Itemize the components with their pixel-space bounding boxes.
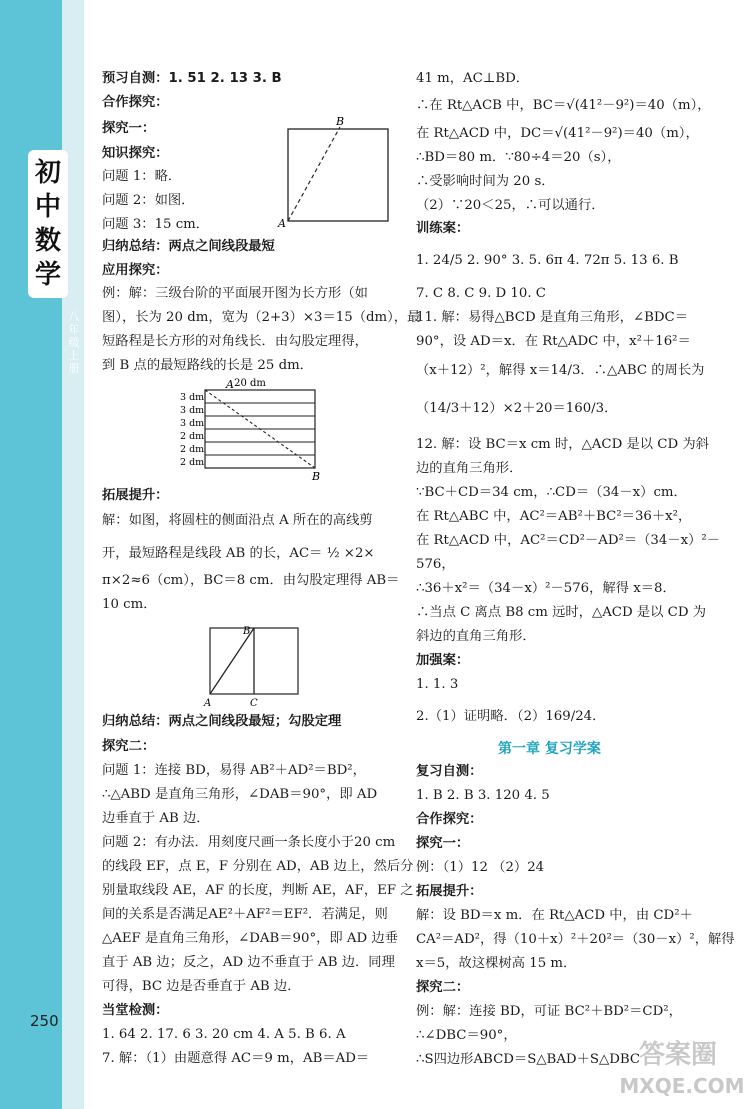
text-line: 解：设 BD＝x m．在 Rt△ACD 中，由 CD²＋ bbox=[416, 908, 693, 923]
section-heading: 加强案： bbox=[416, 653, 470, 668]
text-line: ∴36＋x²＝（34－x）²－576，解得 x＝8． bbox=[416, 581, 676, 596]
text-line: ∴S四边形ABCD＝S△BAD＋S△DBC bbox=[416, 1052, 641, 1067]
text-line: 间的关系是否满足AE²＋AF²＝EF²．若满足，则 bbox=[102, 907, 388, 922]
page-number: 250 bbox=[30, 1012, 59, 1030]
summary-line: 归纳总结：两点之间线段最短 bbox=[102, 239, 275, 254]
text-line: 11. 解：易得△BCD 是直角三角形，∠BDC＝ bbox=[416, 310, 688, 325]
answer-line: 1. 64 2. 17. 6 3. 20 cm 4. A 5. B 6. A bbox=[102, 1027, 346, 1042]
label-a: A bbox=[278, 217, 286, 230]
text-line: 可得，BC 边是否垂直于 AB 边． bbox=[102, 979, 301, 994]
text-line: 12. 解：设 BC＝x cm 时，△ACD 是以 CD 为斜 bbox=[416, 437, 709, 452]
row-label: 3 dm bbox=[180, 405, 205, 416]
answer-line: 1. 24/5 2. 90° 3. 5. 6π 4. 72π 5. 13 6. B bbox=[416, 253, 679, 268]
answer-line: 7. C 8. C 9. D 10. C bbox=[416, 286, 546, 301]
label-c: C bbox=[250, 698, 258, 709]
summary-line: 归纳总结：两点之间线段最短；勾股定理 bbox=[102, 714, 342, 729]
text-line: 短路程是长方形的对角线长．由勾股定理得， bbox=[102, 334, 368, 349]
text-line: ∴受影响时间为 20 s． bbox=[416, 174, 555, 189]
section-heading: 探究二： bbox=[416, 980, 470, 995]
text-line: ∴当点 C 离点 B8 cm 远时，△ACD 是以 CD 为 bbox=[416, 605, 707, 620]
text-line: 在 Rt△ABC 中，AC²＝AB²＋BC²＝36＋x²， bbox=[416, 509, 692, 524]
section-heading: 应用探究： bbox=[102, 263, 169, 278]
section-heading: 拓展提升： bbox=[416, 884, 483, 899]
section-heading: 知识探究： bbox=[102, 146, 169, 161]
text-line: ∴BD＝80 m．∵80÷4＝20（s）， bbox=[416, 150, 621, 165]
section-heading: 当堂检测： bbox=[102, 1003, 169, 1018]
answer-line: 1. B 2. B 3. 120 4. 5 bbox=[416, 788, 550, 803]
row-label: 3 dm bbox=[180, 392, 205, 403]
section-heading: 复习自测： bbox=[416, 764, 483, 779]
text-line: 别量取线段 AE，AF 的长度，判断 AE，AF，EF 之 bbox=[102, 883, 414, 898]
row-label: 2 dm bbox=[180, 457, 205, 468]
section-heading: 探究一： bbox=[416, 836, 470, 851]
book-title: 初中数学 bbox=[28, 150, 68, 298]
section-heading: 合作探究： bbox=[416, 812, 483, 827]
text-line: ∴∠DBC＝90°， bbox=[416, 1028, 517, 1043]
text-line: 问题 2：有办法．用刻度尺画一条长度小于20 cm bbox=[102, 835, 396, 850]
figure-rectangle-diagonal bbox=[278, 115, 390, 230]
text-line: （x＋12）²，解得 x＝14/3．∴△ABC 的周长为 bbox=[416, 363, 705, 378]
text-line: 斜边的直角三角形． bbox=[416, 629, 536, 644]
text-line: （2）∵20＜25，∴可以通行． bbox=[416, 198, 605, 213]
text-line: ∵BC＋CD＝34 cm，∴CD＝（34－x）cm． bbox=[416, 485, 687, 500]
text-line: 在 Rt△ACD 中，AC²＝CD²－AD²＝（34－x）²－ bbox=[416, 533, 721, 548]
answer-line: 1. 1. 3 bbox=[416, 677, 459, 692]
label-b: B bbox=[312, 470, 321, 483]
text-line: 边垂直于 AB 边． bbox=[102, 811, 210, 826]
text-line: 例：解：连接 BD，可证 BC²＋BD²＝CD²， bbox=[416, 1004, 682, 1019]
text-line: 解：如图，将圆柱的侧面沿点 A 所在的高线剪 bbox=[102, 513, 373, 528]
text-line: 问题 1：连接 BD，易得 AB²＋AD²＝BD²， bbox=[102, 763, 366, 778]
section-heading: 拓展提升： bbox=[102, 488, 169, 503]
text-line: 边的直角三角形． bbox=[416, 461, 523, 476]
text-line: △AEF 是直角三角形，∠DAB＝90°，即 AD 边垂 bbox=[102, 931, 399, 946]
watermark-url: MXQE.COM bbox=[619, 1074, 745, 1098]
text-line: 7. 解：（1）由题意得 AC＝9 m，AB＝AD＝ bbox=[102, 1051, 370, 1066]
text-line: 90°，设 AD＝x．在 Rt△ADC 中，x²＋16²＝ bbox=[416, 334, 691, 349]
text-line: π×2≈6（cm），BC＝8 cm．由勾股定理得 AB＝ bbox=[102, 573, 400, 588]
label-b: B bbox=[336, 115, 345, 128]
label-a: A bbox=[204, 698, 212, 709]
label-a: A bbox=[226, 378, 234, 391]
row-label: 2 dm bbox=[180, 431, 205, 442]
text-line: 576， bbox=[416, 557, 455, 572]
text-line: ∴在 Rt△ACB 中，BC＝√(41²－9²)＝40（m）， bbox=[416, 98, 711, 113]
text-line: 图），长为 20 dm，宽为（2+3）×3＝15（dm），最 bbox=[102, 310, 421, 325]
preview-answers: 预习自测：1. 51 2. 13 3. B bbox=[102, 71, 282, 86]
text-line: 直于 AB 边；反之，AD 边不垂直于 AB 边．同理 bbox=[102, 955, 395, 970]
text-line: 10 cm． bbox=[102, 597, 157, 612]
chapter-title: 第一章 复习学案 bbox=[498, 741, 601, 757]
text-line: ∴△ABD 是直角三角形，∠DAB＝90°，即 AD bbox=[102, 787, 378, 802]
row-label: 3 dm bbox=[180, 418, 205, 429]
section-heading: 探究二： bbox=[102, 739, 156, 754]
text-line: x＝5，故这棵树高 15 m． bbox=[416, 956, 577, 971]
text-line: 问题 3：15 cm． bbox=[102, 217, 210, 232]
text-line: 例：（1）12 （2）24 bbox=[416, 860, 545, 875]
figure-stairs-unfolded bbox=[170, 376, 330, 486]
text-line: 例：解：三级台阶的平面展开图为长方形（如 bbox=[102, 286, 368, 301]
label-top: 20 dm bbox=[234, 378, 266, 389]
text-line: 问题 1：略． bbox=[102, 169, 182, 184]
text-line: 问题 2：如图． bbox=[102, 193, 195, 208]
watermark-logo: 答案圈 bbox=[638, 1040, 717, 1070]
section-heading: 探究一： bbox=[102, 121, 156, 136]
answer-line: 2.（1）证明略．（2）169/24． bbox=[416, 709, 606, 724]
figure-cylinder-unrolled bbox=[200, 622, 310, 712]
text-line: 41 m，AC⊥BD． bbox=[416, 71, 530, 86]
text-line: （14/3＋12）×2＋20＝160/3． bbox=[416, 401, 618, 416]
section-heading: 合作探究： bbox=[102, 95, 169, 110]
book-subtitle: 八年级上册 bbox=[68, 310, 80, 375]
text-line: 到 B 点的最短路线的长是 25 dm． bbox=[102, 358, 313, 373]
label-b: B bbox=[243, 626, 251, 637]
text-line: 的线段 EF，点 E，F 分别在 AD，AB 边上，然后分 bbox=[102, 859, 414, 874]
text-line: CA²＝AD²，得（10＋x）²＋20²＝（30－x）²，解得 bbox=[416, 932, 735, 947]
section-heading: 训练案： bbox=[416, 221, 470, 236]
text-line: 在 Rt△ACD 中，DC＝√(41²－9²)＝40（m）， bbox=[416, 126, 699, 141]
row-label: 2 dm bbox=[180, 444, 205, 455]
text-line: 开，最短路程是线段 AB 的长，AC＝ ½ ×2× bbox=[102, 546, 375, 561]
